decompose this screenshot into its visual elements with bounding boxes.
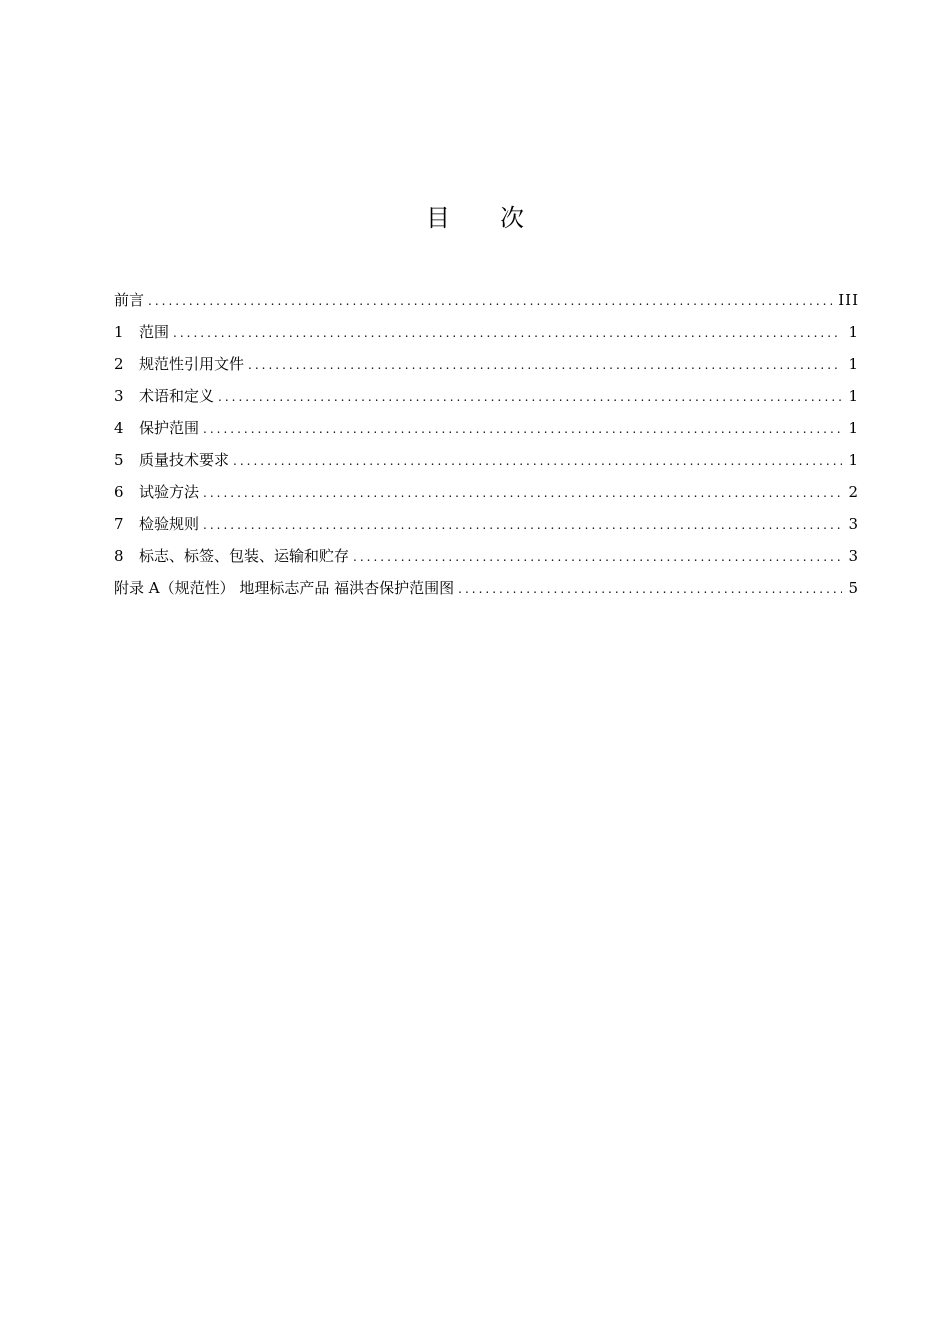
- toc-leader-dots: [173, 321, 842, 345]
- toc-entry-page: 5: [848, 579, 860, 597]
- toc-entry-number: 4: [114, 419, 124, 437]
- toc-entry-number: 5: [114, 451, 124, 469]
- toc-leader-dots: [203, 481, 842, 505]
- toc-title-char-2: 次: [500, 204, 524, 232]
- toc-entry-page: 3: [848, 547, 859, 565]
- toc-entry-text: 术语和定义: [139, 387, 215, 405]
- toc-leader-dots: [203, 513, 842, 537]
- appendix-title-part-1: 地理标志产品: [239, 579, 330, 597]
- toc-entry-number: 1: [114, 323, 124, 341]
- toc-leader-dots: [203, 417, 842, 441]
- toc-entry-page: 3: [848, 515, 859, 533]
- toc-leader-dots: [233, 449, 842, 473]
- toc-leader-dots: [458, 577, 842, 601]
- toc-entry-page: 1: [848, 387, 859, 405]
- toc-entry-page: 1: [848, 451, 859, 469]
- toc-leader-dots: [353, 545, 842, 569]
- toc-entry-page: 2: [848, 483, 859, 501]
- toc-entry-page: III: [838, 291, 859, 309]
- toc-entry-page: 1: [848, 419, 859, 437]
- toc-entry-6[interactable]: [114, 480, 859, 512]
- toc-leader-dots: [218, 385, 842, 409]
- appendix-label: 附录 A（规范性）: [114, 579, 235, 597]
- appendix-title-part-2: 福洪杏保护范围图: [334, 579, 455, 597]
- toc-entry-text: 检验规则: [139, 515, 200, 533]
- toc-title: [0, 200, 950, 236]
- toc-entry-number: 6: [114, 483, 124, 501]
- toc-entry-text: 质量技术要求: [139, 451, 230, 469]
- toc-entry-text: 规范性引用文件: [139, 355, 245, 373]
- toc-entry-7[interactable]: [114, 512, 859, 544]
- toc-title-char-1: 目: [426, 204, 450, 232]
- toc-entry-text: 标志、标签、包装、运输和贮存: [139, 547, 350, 565]
- toc-entry-page: 1: [848, 323, 859, 341]
- toc-entry-appendix-a[interactable]: [114, 576, 859, 608]
- toc-entry-text: 试验方法: [139, 483, 200, 501]
- toc-entry-page: 1: [848, 355, 859, 373]
- toc-entry-1[interactable]: [114, 320, 859, 352]
- toc-entry-text: 前言: [114, 291, 145, 309]
- toc-entry-text: 保护范围: [139, 419, 200, 437]
- toc-leader-dots: [248, 353, 842, 377]
- toc-entry-2[interactable]: [114, 352, 859, 384]
- toc-entry-number: 8: [114, 547, 124, 565]
- toc-leader-dots: [148, 289, 832, 313]
- toc-entry-text: 范围: [139, 323, 170, 341]
- toc-entry-number: 2: [114, 355, 124, 373]
- toc-entry-3[interactable]: [114, 384, 859, 416]
- toc-entry-5[interactable]: [114, 448, 859, 480]
- toc-entry-4[interactable]: [114, 416, 859, 448]
- toc-entry-number: 3: [114, 387, 124, 405]
- toc-entry-8[interactable]: [114, 544, 859, 576]
- toc-entry-number: 7: [114, 515, 124, 533]
- toc-entry-foreword[interactable]: [114, 288, 859, 320]
- toc-list: [114, 288, 859, 608]
